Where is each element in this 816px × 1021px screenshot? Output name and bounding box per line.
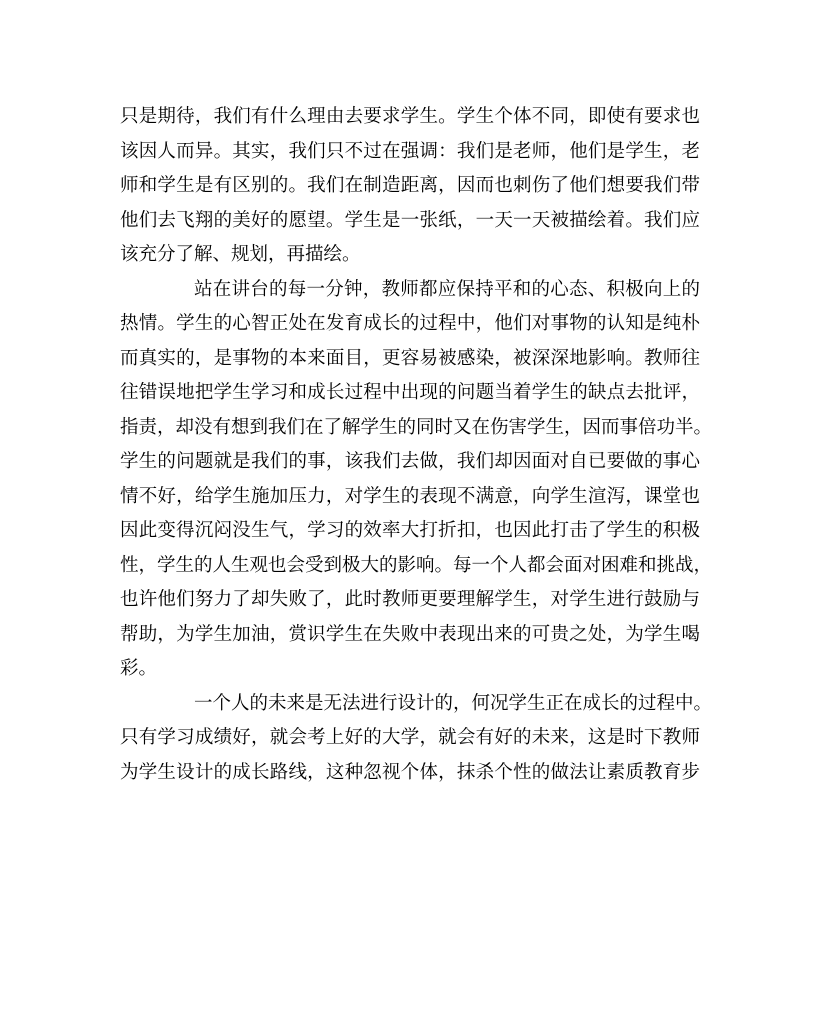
text-line: 因此变得沉闷没生气，学习的效率大打折扣，也因此打击了学生的积极: [120, 520, 700, 541]
text-line: 只是期待，我们有什么理由去要求学生。学生个体不同，即使有要求也: [120, 106, 700, 127]
text-line: 彩。: [120, 658, 158, 679]
document-body: [120, 100, 713, 790]
text-line: 站在讲台的每一分钟，教师都应保持平和的心态、积极向上的: [194, 278, 700, 300]
text-line: 也许他们努力了却失败了，此时教师更要理解学生，对学生进行鼓励与: [120, 589, 700, 610]
text-line: 他们去飞翔的美好的愿望。学生是一张纸，一天一天被描绘着。我们应: [120, 209, 700, 231]
text-line: 热情。学生的心智正处在发育成长的过程中，他们对事物的认知是纯朴: [120, 313, 700, 334]
text-line: 只有学习成绩好，就会考上好的大学，就会有好的未来，这是时下教师: [120, 727, 700, 748]
text-line: 该因人而异。其实，我们只不过在强调：我们是老师，他们是学生，老: [120, 140, 700, 162]
text-line: 师和学生是有区别的。我们在制造距离，因而也刺伤了他们想要我们带: [120, 175, 700, 196]
text-line: 情不好，给学生施加压力，对学生的表现不满意，向学生渲泻，课堂也: [120, 485, 700, 507]
text-line: 往错误地把学生学习和成长过程中出现的问题当着学生的缺点去批评，: [120, 382, 700, 403]
text-line: 帮助，为学生加油，赏识学生在失败中表现出来的可贵之处，为学生喝: [120, 623, 700, 645]
text-line: 学生的问题就是我们的事，该我们去做，我们却因面对自已要做的事心: [120, 451, 700, 472]
text-line: 性，学生的人生观也会受到极大的影响。每一个人都会面对困难和挑战，: [120, 554, 713, 576]
text-line: 指责，却没有想到我们在了解学生的同时又在伤害学生，因而事倍功半。: [120, 416, 713, 438]
text-line: 该充分了解、规划，再描绘。: [120, 244, 361, 265]
text-line: 一个人的未来是无法进行设计的，何况学生正在成长的过程中。: [194, 692, 713, 714]
text-line: 而真实的，是事物的本来面目，更容易被感染，被深深地影响。教师往: [120, 347, 700, 369]
text-line: 为学生设计的成长路线，这种忽视个体，抹杀个性的做法让素质教育步: [120, 761, 700, 783]
